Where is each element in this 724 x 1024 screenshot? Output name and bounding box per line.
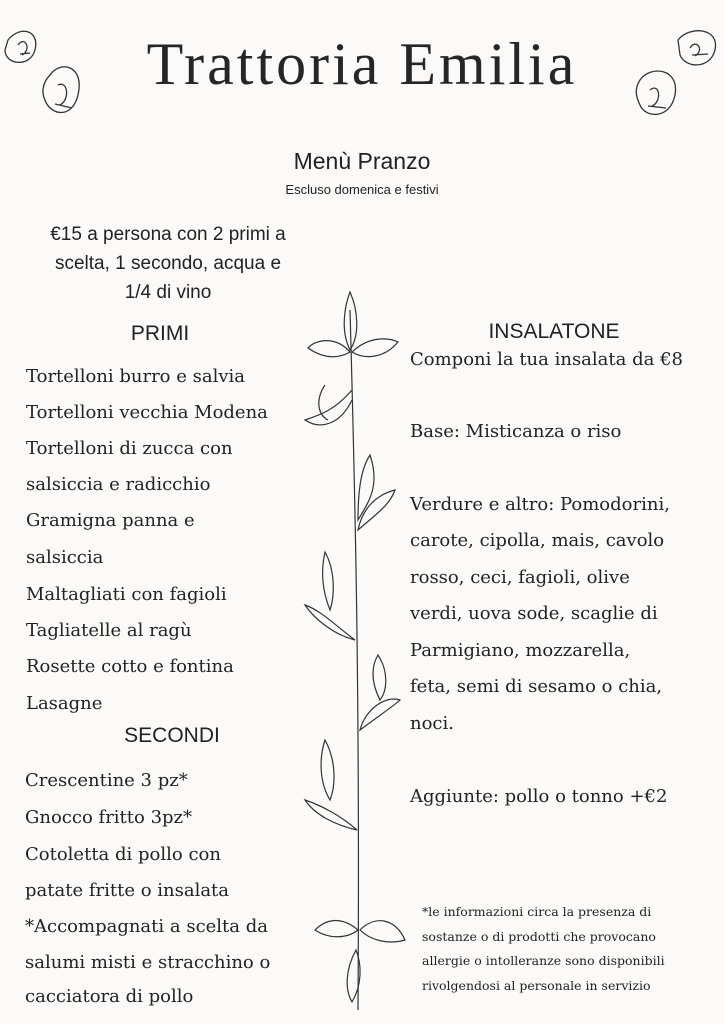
primi-item: Tortelloni burro e salvia bbox=[26, 366, 245, 387]
insalatone-line: Componi la tua insalata da €8 bbox=[410, 349, 683, 370]
insalatone-line: verdi, uova sode, scaglie di bbox=[410, 603, 658, 624]
secondi-item: Crescentine 3 pz* bbox=[25, 770, 188, 791]
allergen-footnote-line: sostanze o di prodotti che provocano bbox=[422, 928, 656, 944]
allergen-footnote-line: rivolgendosi al personale in servizio bbox=[422, 977, 651, 993]
allergen-footnote-line: *le informazioni circa la presenza di bbox=[422, 904, 652, 919]
offer-line: 1/4 di vino bbox=[124, 282, 212, 303]
secondi-item: *Accompagnati a scelta da bbox=[25, 916, 268, 937]
insalatone-line: Parmigiano, mozzarella, bbox=[410, 640, 631, 661]
vine-decoration-icon bbox=[300, 290, 420, 1020]
menu-title: Menù Pranzo bbox=[293, 148, 431, 174]
primi-heading: PRIMI bbox=[130, 322, 190, 345]
offer-line: €15 a persona con 2 primi a bbox=[50, 224, 286, 245]
primi-item: Rosette cotto e fontina bbox=[26, 656, 234, 677]
primi-item: salsiccia e radicchio bbox=[26, 474, 211, 495]
insalatone-line: Aggiunte: pollo o tonno +€2 bbox=[410, 786, 668, 807]
primi-item: Gramigna panna e bbox=[26, 510, 195, 531]
insalatone-line: carote, cipolla, mais, cavolo bbox=[410, 530, 665, 551]
secondi-item: cacciatora di pollo bbox=[25, 986, 194, 1007]
secondi-item: Gnocco fritto 3pz* bbox=[25, 807, 193, 828]
insalatone-line: noci. bbox=[410, 713, 454, 734]
secondi-item: patate fritte o insalata bbox=[25, 880, 230, 901]
offer-line: scelta, 1 secondo, acqua e bbox=[54, 253, 282, 274]
primi-item: Maltagliati con fagioli bbox=[26, 584, 227, 605]
insalatone-line: Base: Misticanza o riso bbox=[410, 421, 622, 442]
menu-subtitle: Escluso domenica e festivi bbox=[285, 182, 439, 197]
restaurant-title: Trattoria Emilia bbox=[146, 31, 578, 97]
allergen-footnote-line: allergie o intolleranze sono disponibili bbox=[422, 953, 665, 968]
primi-item: Lasagne bbox=[26, 693, 103, 714]
primi-item: salsiccia bbox=[26, 547, 104, 568]
primi-item: Tagliatelle al ragù bbox=[26, 620, 192, 641]
insalatone-line: feta, semi di sesamo o chia, bbox=[410, 676, 663, 697]
insalatone-line: rosso, ceci, fagioli, olive bbox=[410, 567, 630, 588]
primi-item: Tortelloni vecchia Modena bbox=[26, 402, 268, 423]
insalatone-line: Verdure e altro: Pomodorini, bbox=[410, 494, 670, 515]
secondi-item: Cotoletta di pollo con bbox=[25, 844, 221, 865]
secondi-heading: SECONDI bbox=[124, 724, 220, 747]
insalatone-heading: INSALATONE bbox=[488, 320, 620, 343]
primi-item: Tortelloni di zucca con bbox=[26, 438, 233, 459]
secondi-item: salumi misti e stracchino o bbox=[25, 952, 271, 973]
